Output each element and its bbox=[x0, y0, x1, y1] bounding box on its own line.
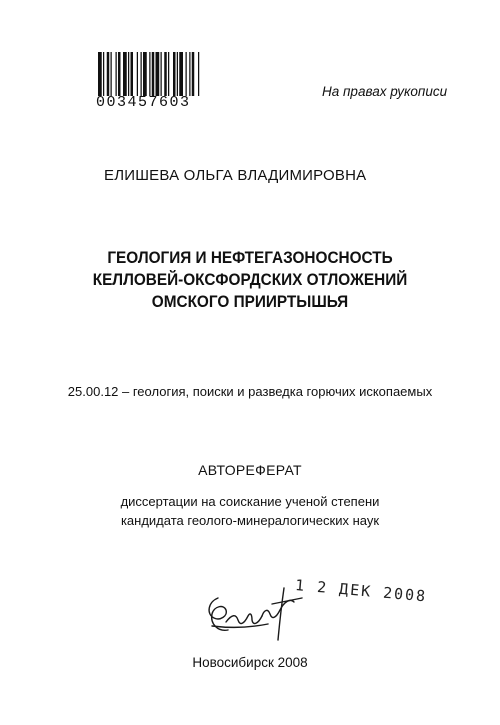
title-line-3: ОМСКОГО ПРИИРТЫШЬЯ bbox=[151, 293, 349, 311]
degree-purpose bbox=[0, 492, 500, 530]
date-stamp: 1 2 ДЕК 2008 bbox=[294, 576, 428, 606]
barcode-number: 003457603 bbox=[96, 94, 191, 111]
purpose-line-1: диссертации на соискание ученой степени bbox=[120, 494, 380, 509]
author-name: ЕЛИШЕВА ОЛЬГА ВЛАДИМИРОВНА bbox=[104, 167, 367, 184]
title-line-1: ГЕОЛОГИЯ И НЕФТЕГАЗОНОСНОСТЬ bbox=[107, 249, 393, 267]
handwritten-signature bbox=[198, 584, 310, 642]
city-year: Новосибирск 2008 bbox=[192, 655, 308, 670]
barcode-bars bbox=[96, 52, 224, 96]
specialty-code: 25.00.12 – геология, поиски и разведка горючих ископаемых bbox=[67, 384, 433, 399]
title-line-2: КЕЛЛОВЕЙ-ОКСФОРДСКИХ ОТЛОЖЕНИЙ bbox=[92, 271, 408, 289]
dissertation-title bbox=[0, 247, 500, 313]
barcode bbox=[96, 52, 224, 111]
purpose-line-2: кандидата геолого-минералогических наук bbox=[120, 513, 380, 528]
rights-notice: На правах рукописи bbox=[322, 84, 448, 99]
document-type: АВТОРЕФЕРАТ bbox=[198, 462, 302, 478]
